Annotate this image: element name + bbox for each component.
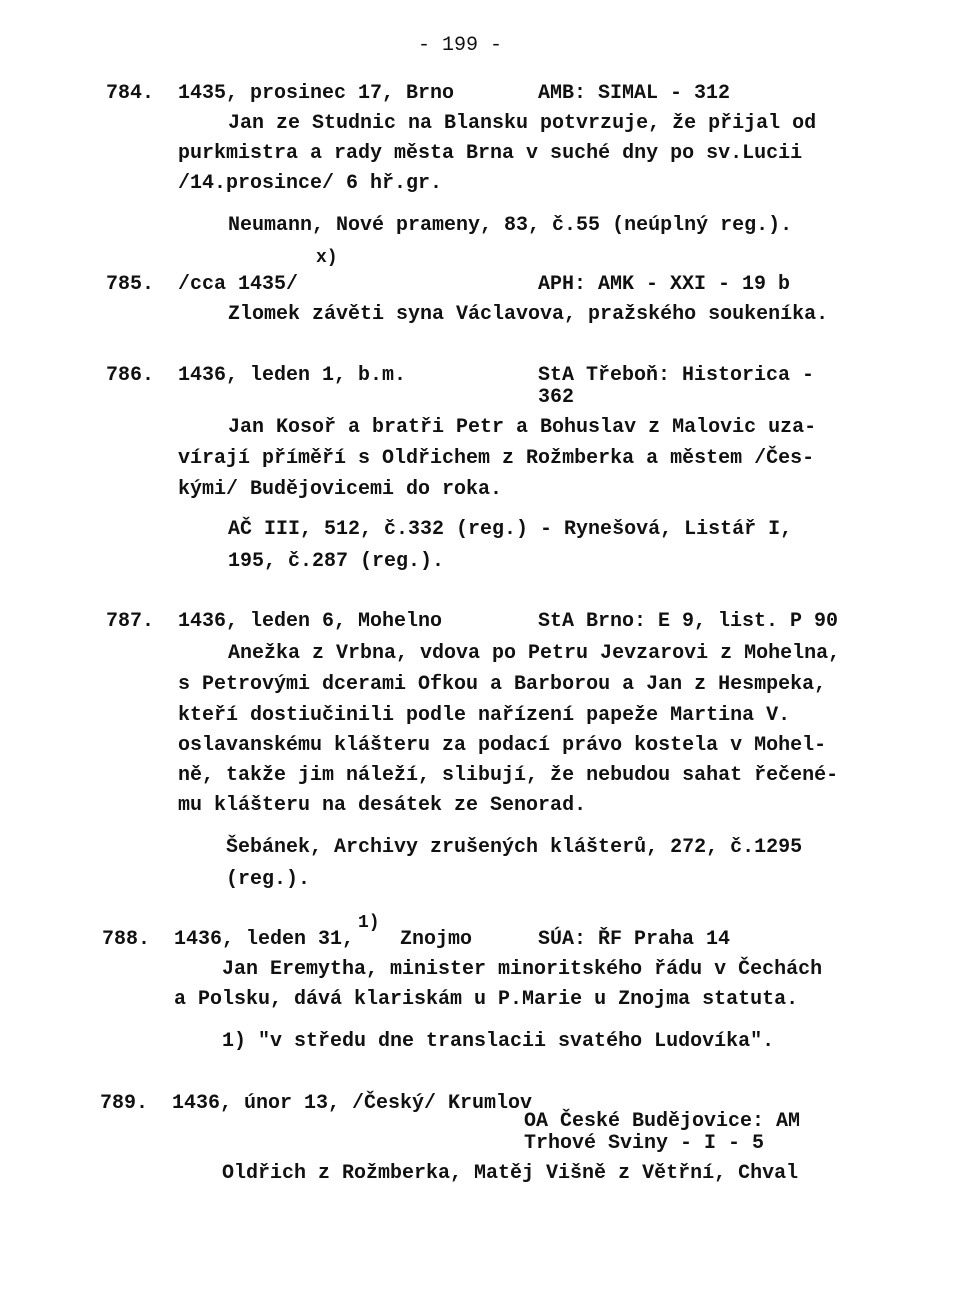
entry-number: 787. [106,610,155,633]
entry-reference-line: Šebánek, Archivy zrušených klášterů, 272, č.1295 [226,836,803,859]
entry-reference-line: 195, č.287 (reg.). [228,550,445,573]
entry-date-place: 1436, leden 1, b.m. [178,364,407,387]
entry-archive: OA České Budějovice: AM [524,1110,801,1133]
entry-number: 788. [102,928,151,951]
entry-archive: StA Brno: E 9, list. P 90 [538,610,839,633]
entry-text-line: purkmistra a rady města Brna v suché dny po sv.Lucii [178,142,803,165]
entry-text-line: s Petrovými dcerami Ofkou a Barborou a Jan z Hesmpeka, [178,673,827,696]
entry-reference-line: Neumann, Nové prameny, 83, č.55 (neúplný reg.). [228,214,793,237]
entry-text-line: Zlomek závěti syna Václavova, pražského soukeníka. [228,303,829,326]
entry-archive: StA Třeboň: Historica - [538,364,815,387]
entry-text-line: ně, takže jim náleží, slibují, že nebudou sahat řečené- [178,764,839,787]
entry-date-place: 1436, únor 13, /Český/ Krumlov [172,1092,533,1115]
note-marker: x) [316,248,338,268]
entry-reference-line: AČ III, 512, č.332 (reg.) - Rynešová, Listář I, [228,518,793,541]
entry-archive: AMB: SIMAL - 312 [538,82,731,105]
note-marker: 1) [358,913,380,933]
entry-text-line: oslavanskému klášteru za podací právo kostela v Mohel- [178,734,827,757]
entry-text-line: kteří dostiučinili podle nařízení papeže Martina V. [178,704,791,727]
entry-date-place: /cca 1435/ [178,273,299,296]
entry-date-place: 1436, leden 6, Mohelno [178,610,443,633]
entry-date-place: 1435, prosinec 17, Brno [178,82,455,105]
entry-number: 784. [106,82,155,105]
entry-text-line: a Polsku, dává klariskám u P.Marie u Znojma statuta. [174,988,799,1011]
page-number: - 199 - [418,34,503,57]
entry-date-place: 1436, leden 31, [174,928,355,951]
entry-reference-line: (reg.). [226,868,311,891]
footnote: 1) "v středu dne translacii svatého Ludovíka". [222,1030,775,1053]
entry-text-line: Oldřich z Rožmberka, Matěj Višně z Větřní, Chval [222,1162,799,1185]
entry-number: 789. [100,1092,149,1115]
entry-archive-continued: Trhové Sviny - I - 5 [524,1132,765,1155]
entry-text-line: kými/ Budějovicemi do roka. [178,478,503,501]
entry-place: Znojmo [400,928,473,951]
entry-text-line: Jan Kosoř a bratři Petr a Bohuslav z Malovic uza- [228,416,817,439]
entry-archive: APH: AMK - XXI - 19 b [538,273,791,296]
entry-text-line: Jan ze Studnic na Blansku potvrzuje, že přijal od [228,112,817,135]
entry-text-line: mu klášteru na desátek ze Senorad. [178,794,587,817]
entry-number: 785. [106,273,155,296]
entry-archive-continued: 362 [538,386,575,409]
entry-text-line: /14.prosince/ 6 hř.gr. [178,172,443,195]
entry-text-line: Jan Eremytha, minister minoritského řádu v Čechách [222,958,823,981]
entry-archive: SÚA: ŘF Praha 14 [538,928,731,951]
entry-text-line: Anežka z Vrbna, vdova po Petru Jevzarovi z Mohelna, [228,642,841,665]
entry-number: 786. [106,364,155,387]
entry-text-line: vírají příměří s Oldřichem z Rožmberka a městem /Čes- [178,447,815,470]
